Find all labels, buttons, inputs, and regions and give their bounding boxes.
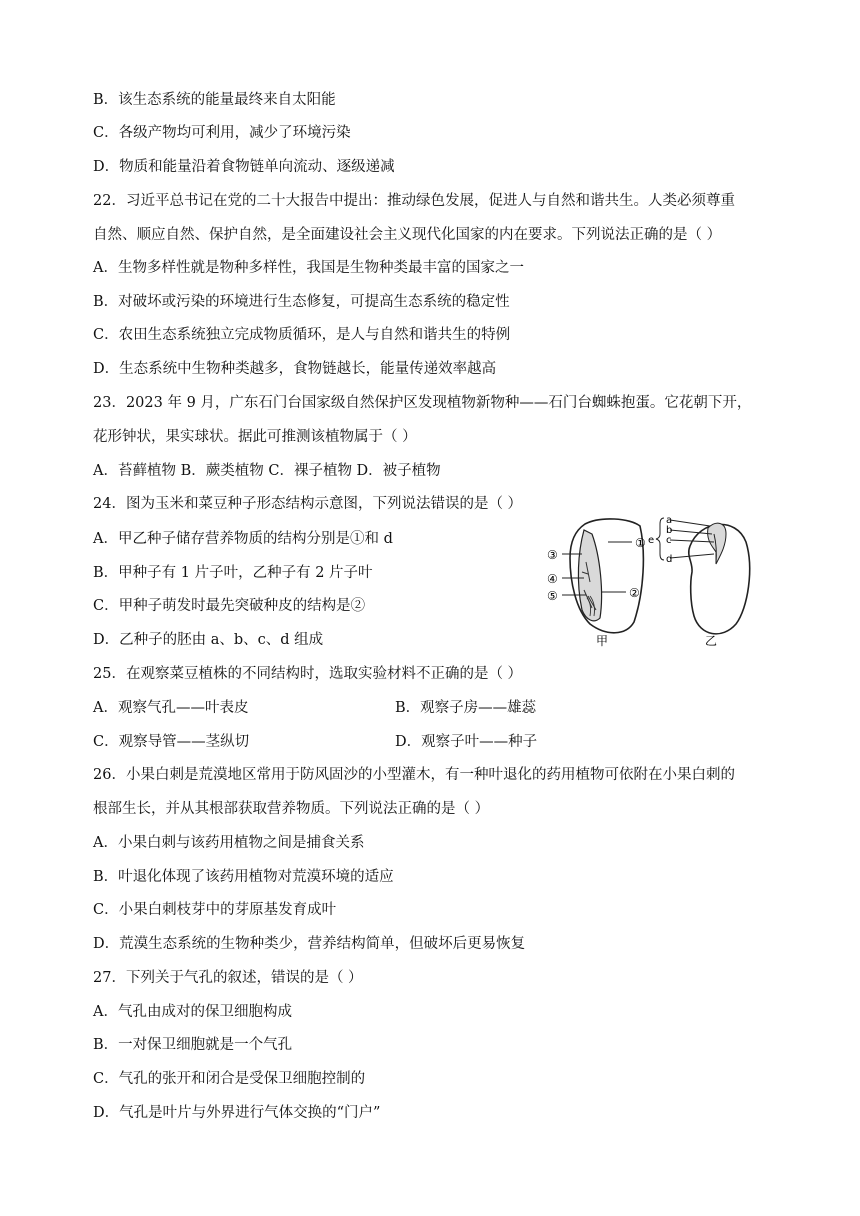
label-4: ④ [547,572,558,586]
label-a: a [666,515,673,526]
q27-stem: 27．下列关于气孔的叙述，错误的是（ ） [93,970,363,986]
bean-seed-diagram [648,515,750,648]
q22-stem-line2: 自然、顺应自然、保护自然，是全面建设社会主义现代化国家的内在要求。下列说法正确的是（ ） [93,227,722,243]
label-1: ① [635,536,646,550]
q27-option-a: A．气孔由成对的保卫细胞构成 [93,1004,292,1020]
q27-option-c: C．气孔的张开和闭合是受保卫细胞控制的 [93,1071,366,1087]
q26-option-a: A．小果白刺与该药用植物之间是捕食关系 [93,835,365,851]
q24-option-d: D．乙种子的胚由 a、b、c、d 组成 [93,632,324,648]
q21-option-b: B．该生态系统的能量最终来自太阳能 [93,92,336,108]
q22-option-b: B．对破坏或污染的环境进行生态修复，可提高生态系统的稳定性 [93,294,510,310]
label-c: c [666,535,672,546]
q26-stem-line2: 根部生长，并从其根部获取营养物质。下列说法正确的是（ ） [93,801,490,817]
q26-option-c: C．小果白刺枝芽中的芽原基发育成叶 [93,902,337,918]
q24-option-c: C．甲种子萌发时最先突破种皮的结构是② [93,598,366,614]
seed-structure-figure [540,512,760,652]
q25-option-b: B．观察子房——雄蕊 [395,700,537,716]
q21-option-d: D．物质和能量沿着食物链单向流动、逐级递减 [93,159,395,175]
label-yi: 乙 [705,634,718,648]
q27-option-b: B．一对保卫细胞就是一个气孔 [93,1037,293,1053]
q25-option-c: C．观察导管——茎纵切 [93,734,250,750]
q25-option-a: A．观察气孔——叶表皮 [93,700,249,716]
q23-stem-line1: 23．2023 年 9 月，广东石门台国家级自然保护区发现植物新物种——石门台蜘蛛抱蛋。它花朝下开， [93,395,752,411]
q25-option-d: D．观察子叶——种子 [395,734,538,750]
label-e: e [648,535,655,546]
q23-stem-line2: 花形钟状，果实球状。据此可推测该植物属于（ ） [93,429,417,445]
q26-option-d: D．荒漠生态系统的生物种类少，营养结构简单，但破坏后更易恢复 [93,936,526,952]
label-2: ② [629,586,640,600]
q22-option-c: C．农田生态系统独立完成物质循环，是人与自然和谐共生的特例 [93,327,511,343]
q26-option-b: B．叶退化体现了该药用植物对荒漠环境的适应 [93,869,394,885]
label-jia: 甲 [596,634,609,648]
corn-seed-diagram [547,519,646,648]
q27-option-d: D．气孔是叶片与外界进行气体交换的“门户” [93,1105,381,1121]
label-5: ⑤ [547,589,558,603]
q23-options: A．苔藓植物 B．蕨类植物 C．裸子植物 D．被子植物 [93,463,441,479]
label-d: d [666,554,673,565]
q22-stem-line1: 22．习近平总书记在党的二十大报告中提出：推动绿色发展，促进人与自然和谐共生。人类必须尊重 [93,193,735,209]
q21-option-c: C．各级产物均可利用，减少了环境污染 [93,125,351,141]
label-3: ③ [547,548,558,562]
q25-stem: 25．在观察菜豆植株的不同结构时，选取实验材料不正确的是（ ） [93,666,523,682]
q26-stem-line1: 26．小果白刺是荒漠地区常用于防风固沙的小型灌木，有一种叶退化的药用植物可依附在小果白刺的 [93,767,735,783]
q24-option-a: A．甲乙种子储存营养物质的结构分别是①和 d [93,531,393,547]
label-b: b [666,525,673,536]
q22-option-d: D．生态系统中生物种类越多，食物链越长，能量传递效率越高 [93,361,497,377]
q24-stem: 24．图为玉米和菜豆种子形态结构示意图，下列说法错误的是（ ） [93,496,523,512]
q22-option-a: A．生物多样性就是物种多样性，我国是生物种类最丰富的国家之一 [93,260,524,276]
q24-option-b: B．甲种子有 1 片子叶，乙种子有 2 片子叶 [93,565,373,581]
